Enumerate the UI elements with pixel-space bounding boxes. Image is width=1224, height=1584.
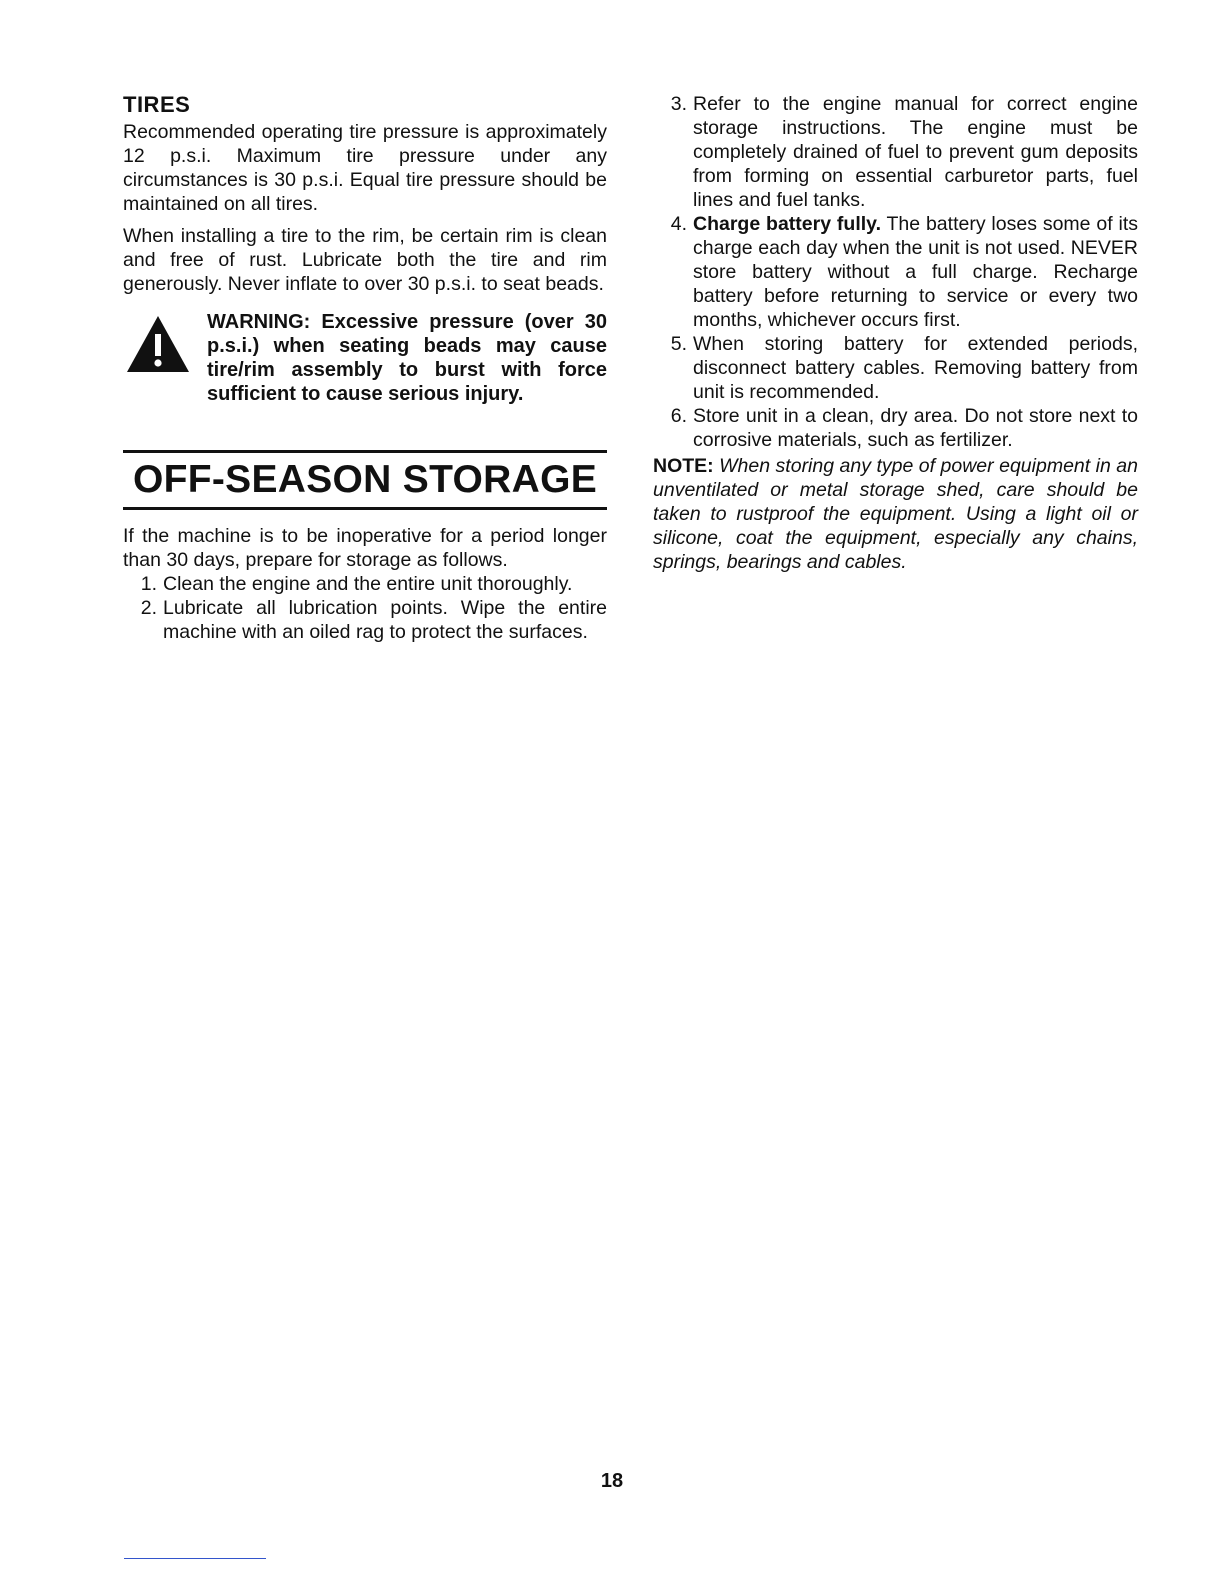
warning-triangle-icon bbox=[125, 314, 195, 406]
step-4 bbox=[653, 212, 1138, 332]
step-number: 6. bbox=[670, 405, 687, 427]
tires-paragraph-1: Recommended operating tire pressure is approximately 12 p.s.i. Maximum tire pressure under any circumstances is 30 p.s.i. Equal tire pressure should be maintained on all tires. bbox=[123, 121, 607, 215]
page-number: 18 bbox=[600, 1470, 624, 1492]
step-number: 2. bbox=[140, 597, 157, 619]
left-column bbox=[123, 92, 607, 644]
section-rule-bottom bbox=[123, 507, 607, 510]
step-emphasis: Charge battery fully. bbox=[693, 213, 881, 235]
step-3 bbox=[653, 92, 1138, 212]
step-text: Lubricate all lubrication points. Wipe the entire machine with an oiled rag to protect the surfaces. bbox=[163, 597, 607, 643]
step-5 bbox=[653, 332, 1138, 404]
step-text bbox=[693, 212, 1138, 332]
note-text: When storing any type of power equipment in an unventilated or metal storage shed, care should be taken to rustproof the equipment. Using a light oil or silicone, coat the equipment, especially any chains, springs, bearings and cables. bbox=[653, 455, 1138, 573]
warning-block bbox=[123, 310, 607, 406]
storage-steps-left bbox=[123, 572, 607, 644]
step-number: 3. bbox=[670, 93, 687, 115]
step-text: Refer to the engine manual for correct engine storage instructions. The engine must be completely drained of fuel to prevent gum deposits from forming on essential carburetor parts, fuel lines and fuel tanks. bbox=[693, 93, 1138, 211]
warning-text: WARNING: Excessive pressure (over 30 p.s.i.) when seating beads may cause tire/rim assembly to burst with force sufficient to cause serious injury. bbox=[207, 311, 607, 405]
section-rule-top bbox=[123, 450, 607, 453]
footer-rule bbox=[124, 1558, 266, 1559]
storage-note bbox=[653, 454, 1138, 574]
step-body: The battery loses some of its charge each day when the unit is not used. NEVER store battery without a full charge. Recharge battery before returning to service or every two months, whichever occurs first. bbox=[693, 213, 1138, 331]
step-2 bbox=[123, 596, 607, 644]
step-number: 4. bbox=[670, 213, 687, 235]
step-6 bbox=[653, 404, 1138, 452]
step-1 bbox=[123, 572, 607, 596]
storage-intro: If the machine is to be inoperative for a period longer than 30 days, prepare for storage as follows. bbox=[123, 525, 607, 571]
tires-heading: TIRES bbox=[123, 92, 191, 117]
storage-steps-right bbox=[653, 92, 1138, 452]
step-number: 5. bbox=[670, 333, 687, 355]
step-number: 1. bbox=[140, 573, 157, 595]
section-title: OFF-SEASON STORAGE bbox=[132, 458, 598, 501]
note-label: NOTE: bbox=[653, 455, 714, 477]
step-text: Store unit in a clean, dry area. Do not store next to corrosive materials, such as fertilizer. bbox=[693, 405, 1138, 451]
step-text: When storing battery for extended periods, disconnect battery cables. Removing battery from unit is recommended. bbox=[693, 333, 1138, 403]
step-text: Clean the engine and the entire unit thoroughly. bbox=[163, 573, 573, 595]
right-column bbox=[653, 92, 1138, 574]
tires-paragraph-2: When installing a tire to the rim, be certain rim is clean and free of rust. Lubricate both the tire and rim generously. Never inflate to over 30 p.s.i. to seat beads. bbox=[123, 225, 607, 295]
